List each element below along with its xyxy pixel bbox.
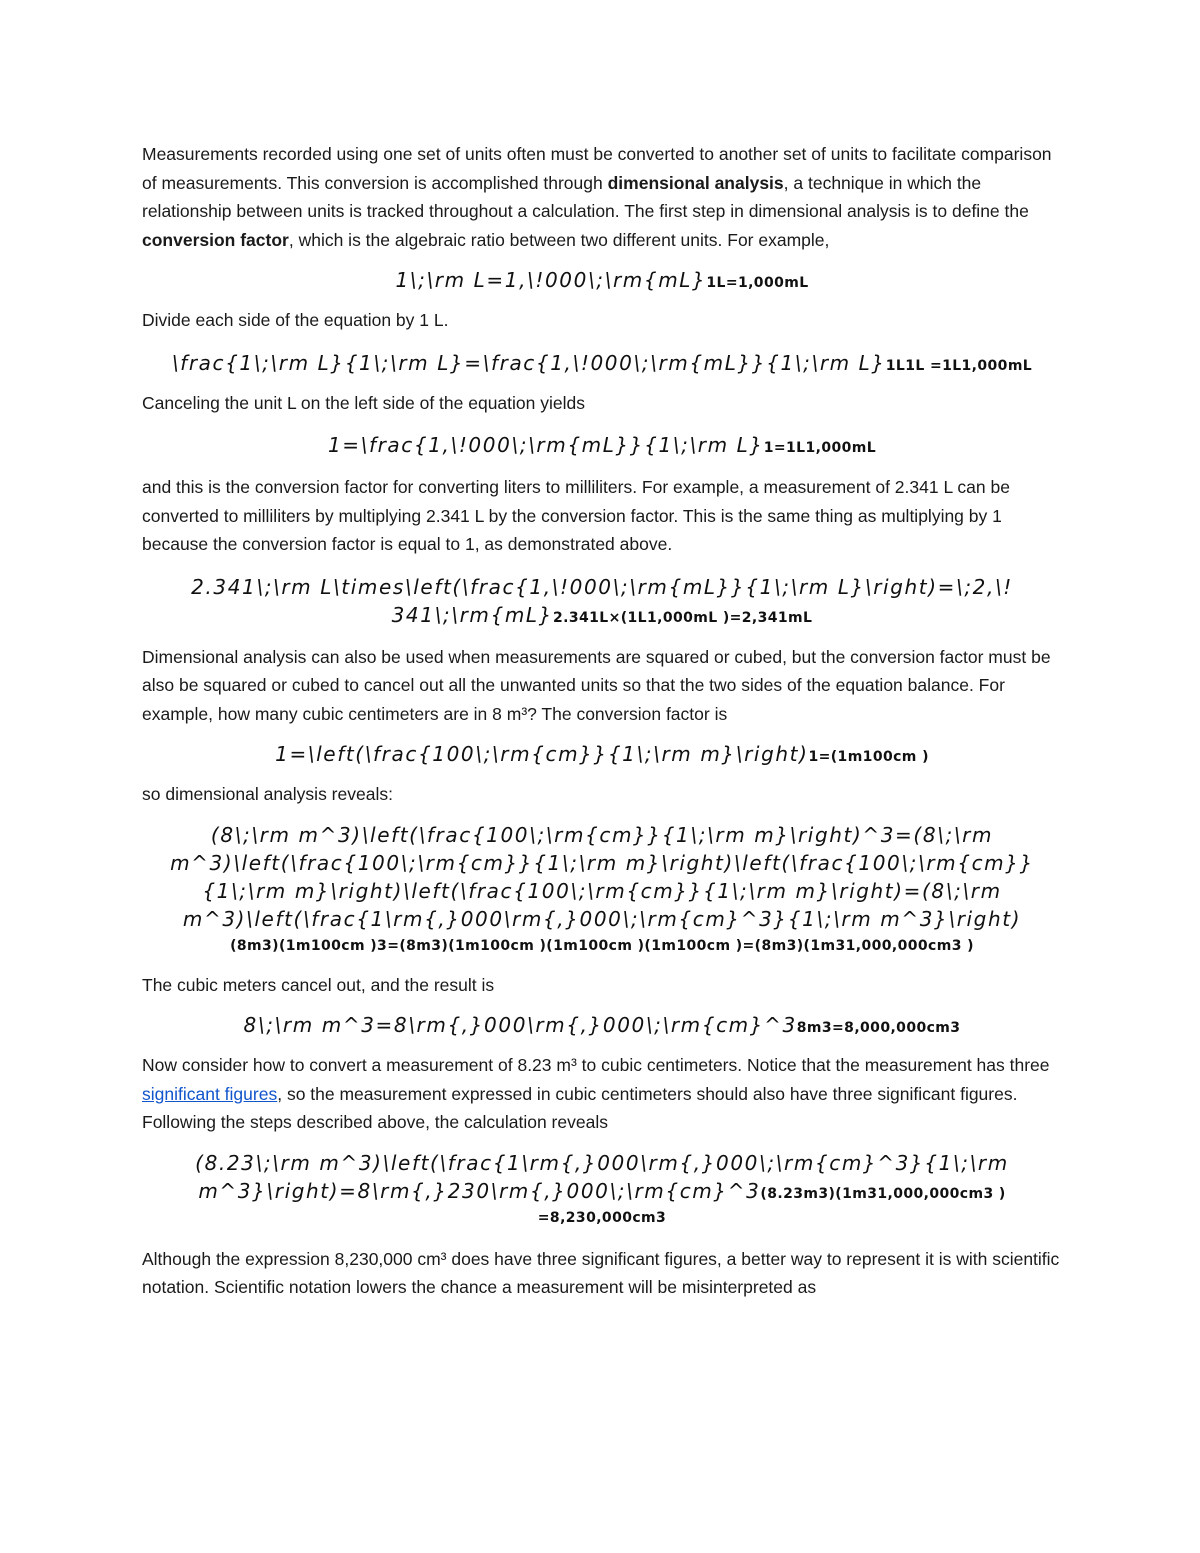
- equation-5-plain: 1=(1m100cm ): [808, 749, 929, 765]
- equation-4-tex-line-1: 2.341\;\rm L\times\left(\frac{1,\!000\;\rm{mL}}{1\;\rm L}\right)=\;2,\!: [191, 574, 1013, 599]
- equation-8-plain-2: =8,230,000cm3: [537, 1209, 667, 1226]
- equation-4: [142, 573, 1062, 629]
- equation-6-tex-line-1: (8\;\rm m^3)\left(\frac{100\;\rm{cm}}{1\;\rm m}\right)^3=(8\;\rm: [210, 822, 994, 847]
- equation-6-tex-line-3: {1\;\rm m}\right)\left(\frac{100\;\rm{cm}}{1\;\rm m}\right)=(8\;\rm: [202, 878, 1002, 903]
- paragraph-divide: Divide each side of the equation by 1 L.: [142, 310, 449, 330]
- equation-8: [142, 1149, 1062, 1231]
- intro-text-3: , which is the algebraic ratio between two different units. For example,: [288, 229, 830, 250]
- equation-4-plain: 2.341L×(1L1,000mL )=2,341mL: [552, 609, 813, 626]
- equation-3-tex: 1=\frac{1,\!000\;\rm{mL}}{1\;\rm L}: [327, 433, 764, 457]
- equation-4-tex-line-2: 341\;\rm{mL}: [391, 602, 553, 627]
- paragraph-conversion-example: and this is the conversion factor for converting liters to milliliters. For example, a measurement of 2.341 L can be converted to milliliters by multiplying 2.341 L by the conversion factor. This is the same thing as multiplying by 1 because the conversion factor is equal to 1, as demonstrated above.: [142, 477, 1010, 554]
- intro-text-1: Measurements recorded using one set of units often must be converted to another set of units to facilitate comparison of measurements. This conversion is accomplished through: [142, 144, 1052, 193]
- paragraph-intro: [142, 140, 1062, 254]
- paragraph-reveals: so dimensional analysis reveals:: [142, 784, 393, 804]
- equation-7: [142, 1011, 1062, 1039]
- equation-1-plain: 1L=1,000mL: [706, 275, 809, 291]
- equation-6-tex-line-2: m^3)\left(\frac{100\;\rm{cm}}{1\;\rm m}\right)\left(\frac{100\;\rm{cm}}: [170, 850, 1034, 875]
- equation-7-tex: 8\;\rm m^3=8\rm{,}000\rm{,}000\;\rm{cm}^3: [243, 1013, 797, 1037]
- equation-6-plain: (8m3)(1m100cm )3=(8m3)(1m100cm )(1m100cm )(1m100cm )=(8m3)(1m31,000,000cm3 ): [230, 937, 974, 954]
- intro-text-2: , a technique in which the relationship between units is tracked throughout a calculation. The first step in dimensional analysis is to define the: [142, 172, 1029, 221]
- equation-6: [142, 821, 1062, 959]
- paragraph-scientific-notation: Although the expression 8,230,000 cm³ does have three significant figures, a better way to represent it is with scientific notation. Scientific notation lowers the chance a measurement will be misinterpreted as: [142, 1248, 1060, 1297]
- equation-2-plain: 1L1L =1L1,000mL: [885, 357, 1033, 374]
- sigfig-text-2: , so the measurement expressed in cubic centimeters should also have three significant figures. Following the steps described above, the calculation reveals: [142, 1083, 1018, 1132]
- equation-8-tex-line-2: m^3}\right)=8\rm{,}230\rm{,}000\;\rm{cm}^3: [198, 1178, 761, 1203]
- paragraph-significant-figures: [142, 1051, 1062, 1137]
- equation-3: [142, 431, 1062, 459]
- paragraph-cancel-out: The cubic meters cancel out, and the result is: [142, 974, 495, 995]
- equation-3-plain: 1=1L1,000mL: [763, 440, 877, 456]
- equation-5-tex: 1=\left(\frac{100\;\rm{cm}}{1\;\rm m}\right): [275, 742, 809, 766]
- term-dimensional-analysis: dimensional analysis: [607, 172, 784, 193]
- paragraph-squared-cubed: Dimensional analysis can also be used when measurements are squared or cubed, but the conversion factor must be also be squared or cubed to cancel out all the unwanted units so that the two sides of the equation balance. For example, how many cubic centimeters are in 8 m³? The conversion factor is: [142, 646, 1051, 724]
- paragraph-canceling: Canceling the unit L on the left side of the equation yields: [142, 392, 585, 413]
- document-page: [142, 140, 1062, 1302]
- equation-2: [142, 349, 1062, 377]
- equation-6-tex-line-4: m^3)\left(\frac{1\rm{,}000\rm{,}000\;\rm{cm}^3}{1\;\rm m^3}\right): [182, 906, 1022, 931]
- sigfig-text-1: Now consider how to convert a measurement of 8.23 m³ to cubic centimeters. Notice that the measurement has three: [142, 1055, 1050, 1075]
- equation-5: [142, 740, 1062, 768]
- equation-8-tex-line-1: (8.23\;\rm m^3)\left(\frac{1\rm{,}000\rm{,}000\;\rm{cm}^3}{1\;\rm: [195, 1150, 1009, 1175]
- equation-7-plain: 8m3=8,000,000cm3: [796, 1020, 961, 1036]
- equation-1: [142, 266, 1062, 294]
- equation-1-tex: 1\;\rm L=1,\!000\;\rm{mL}: [395, 268, 707, 292]
- term-conversion-factor: conversion factor: [142, 229, 289, 250]
- equation-2-tex: \frac{1\;\rm L}{1\;\rm L}=\frac{1,\!000\;\rm{mL}}{1\;\rm L}: [171, 350, 886, 375]
- equation-8-plain-1: (8.23m3)(1m31,000,000cm3 ): [760, 1185, 1006, 1202]
- significant-figures-link[interactable]: significant figures: [142, 1083, 278, 1104]
